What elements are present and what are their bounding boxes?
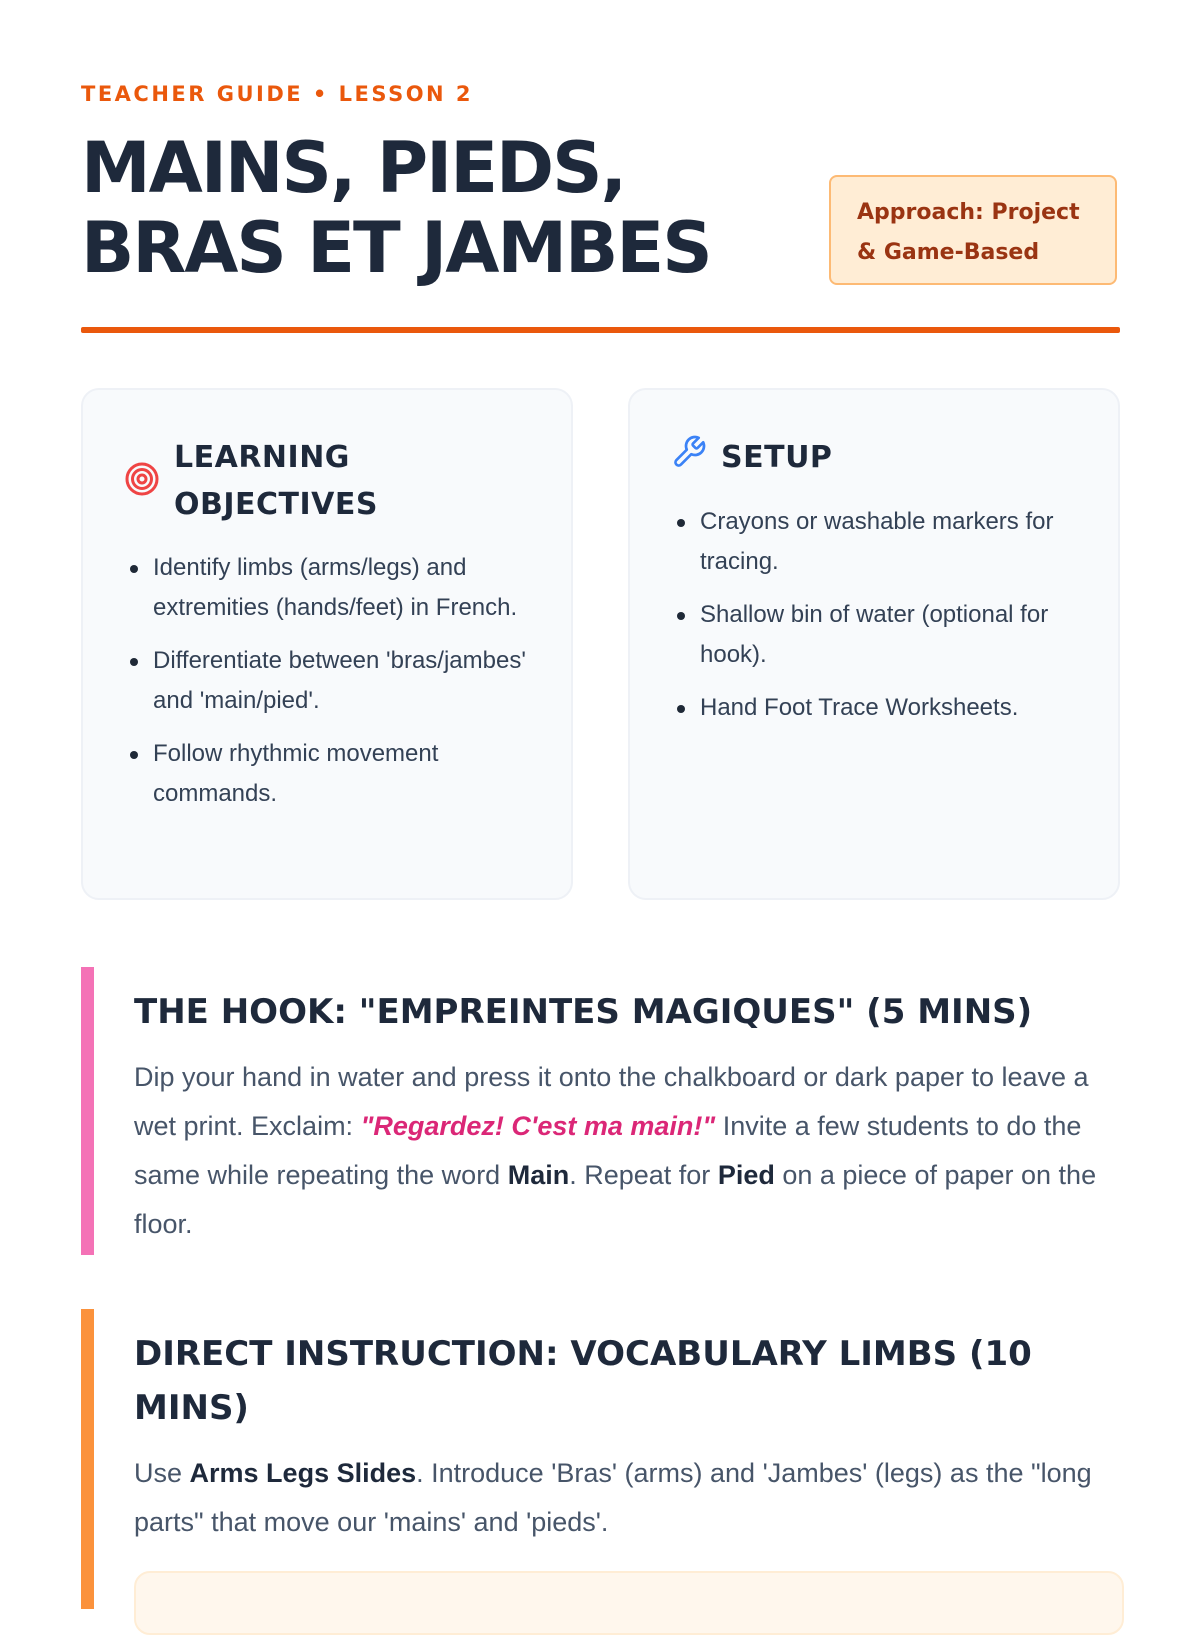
objectives-header [124,434,464,528]
approach-badge: Approach: Project & Game-Based [829,175,1117,285]
word-main: Main [507,1160,570,1190]
setup-list [674,502,1064,741]
objectives-heading: LEARNING OBJECTIVES [174,440,378,522]
hook-heading: THE HOOK: "EMPREINTES MAGIQUES" (5 MINS) [134,992,1033,1032]
instruction-accent-bar [81,1309,94,1609]
target-icon [124,461,160,497]
word-pied: Pied [717,1160,775,1190]
instruction-section [81,1309,1120,1609]
list-item: Differentiate between 'bras/jambes' and 'main/pied'. [127,641,527,721]
list-item: Crayons or washable markers for tracing. [674,502,1064,582]
setup-card [628,388,1120,900]
header-divider [81,327,1120,333]
setup-heading: SETUP [721,440,833,475]
hook-section [81,967,1120,1255]
eyebrow-label: TEACHER GUIDE • LESSON 2 [81,82,474,106]
hook-quote: "Regardez! C'est ma main!" [360,1111,716,1141]
resource-name: Arms Legs Slides [189,1458,417,1488]
instruction-text: Use Arms Legs Slides. Introduce 'Bras' (arms) and 'Jambes' (legs) as the "long parts" that move our 'mains' and 'pieds'. [134,1458,1092,1537]
objectives-list [127,548,527,827]
list-item: Shallow bin of water (optional for hook). [674,595,1064,675]
tip-box [134,1571,1124,1635]
setup-header [671,434,832,481]
hook-text: Dip your hand in water and press it onto the chalkboard or dark paper to leave a wet print. Exclaim: "Regardez! C'est ma main!" Invite a few students to do the same while repeating the word Main. Repeat for Pied on a piece of paper on the floor. [134,1062,1097,1239]
objectives-card [81,388,573,900]
page-title: MAINS, PIEDS, BRAS ET JAMBES [81,127,711,289]
instruction-heading: DIRECT INSTRUCTION: VOCABULARY LIMBS (10 MINS) [134,1334,1032,1428]
hook-accent-bar [81,967,94,1255]
list-item: Hand Foot Trace Worksheets. [674,688,1064,728]
list-item: Follow rhythmic movement commands. [127,734,527,814]
wrench-icon [671,434,707,470]
list-item: Identify limbs (arms/legs) and extremities (hands/feet) in French. [127,548,527,628]
